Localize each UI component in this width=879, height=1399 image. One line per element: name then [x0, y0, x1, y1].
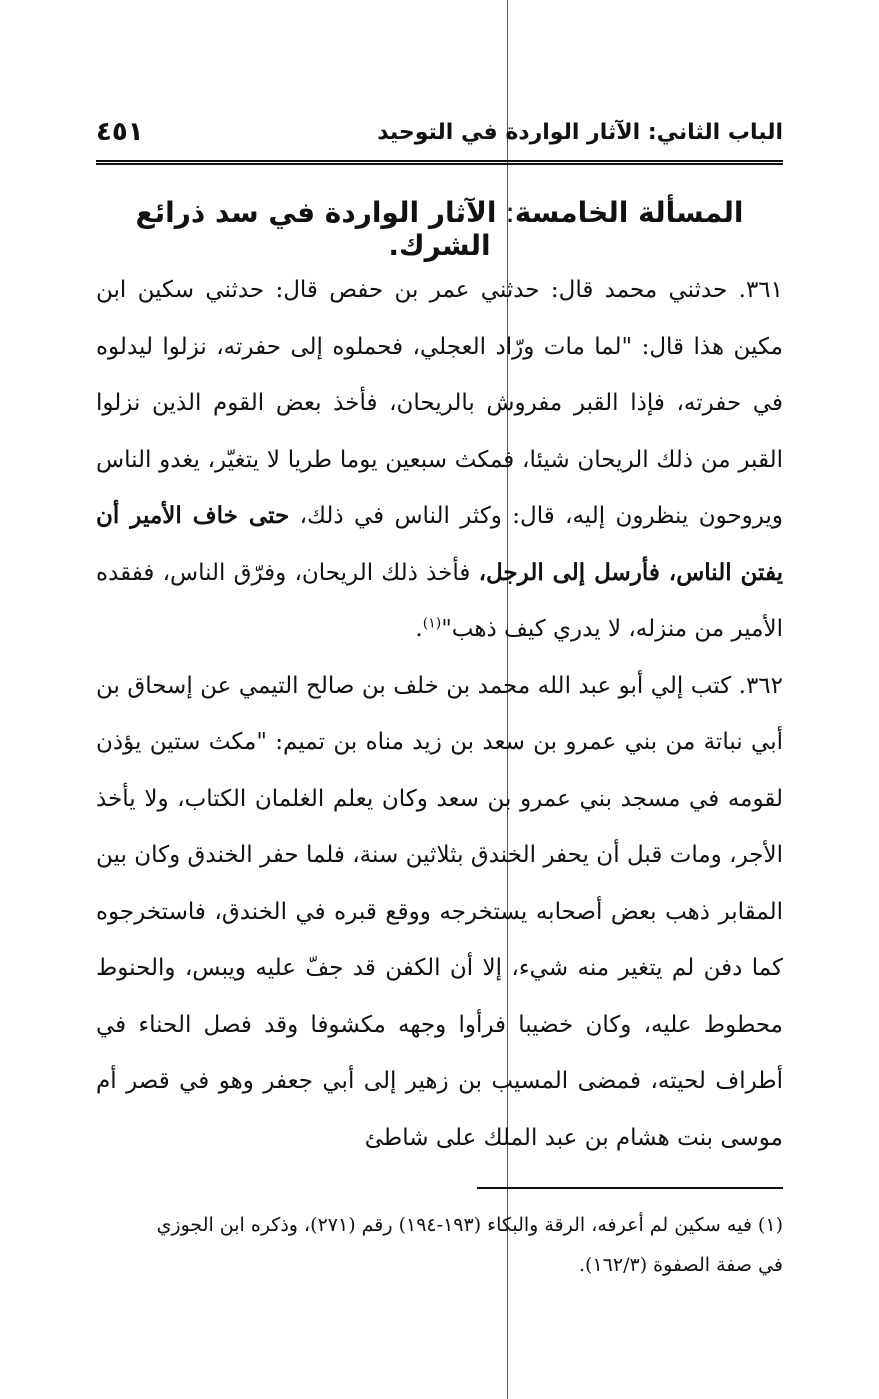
- section-subject: الآثار الواردة في سد ذرائع الشرك.: [135, 196, 497, 262]
- page-number: ٤٥١: [96, 117, 144, 147]
- footnotes: [96, 1205, 783, 1285]
- section-heading: [96, 196, 783, 262]
- section-colon: :: [496, 196, 515, 229]
- footnote-ref-1[interactable]: (١): [422, 615, 442, 632]
- footnote-1-line-1: (١) فيه سكين لم أعرفه، الرقة والبكاء (١٩٣-١٩٤) رقم (٢٧١)، وذكره ابن الجوزي: [156, 1214, 783, 1236]
- narration-361: [96, 262, 783, 658]
- narration-361-period: .: [415, 616, 423, 642]
- narration-361-bold: حتى خاف الأمير أن يفتن الناس، فأرسل إلى الرجل،: [96, 502, 783, 586]
- footnote-rule: [477, 1187, 783, 1189]
- section-label: المسألة الخامسة: [514, 196, 744, 229]
- header-rule: [96, 160, 783, 167]
- running-header: [96, 110, 783, 154]
- narration-362: ٣٦٢. كتب إلي أبو عبد الله محمد بن خلف بن صالح التيمي عن إسحاق بن أبي نباتة من بني عمرو بن سعد بن زيد مناه بن تميم: "مكث ستين يؤذن لقومه في مسجد بني عمرو بن سعد وكان يعلم الغلمان الكتاب، ولا يأخذ الأجر، ومات قبل أن يحفر الخندق بثلاثين سنة، فلما حفر الخندق وكان بين المقابر ذهب بعض أصحابه يستخرجه ووقع قبره في الخندق، فاستخرجوه كما دفن لم يتغير منه شيء، إلا أن الكفن قد جفّ عليه ويبس، والحنوط محطوط عليه، وكان خضيبا فرأوا وجهه مكشوفا وقد فصل الحناء في أطراف لحيته، فمضى المسيب بن زهير إلى أبي جعفر وهو في قصر أم موسى بنت هشام بن عبد الملك على شاطئ: [96, 672, 783, 1151]
- chapter-title: الباب الثاني: الآثار الواردة في التوحيد: [377, 119, 783, 145]
- body-text: [96, 262, 783, 1166]
- narration-361-text-end: فأخذ ذلك الريحان، وفرّق الناس، ففقده الأمير من منزله، لا يدري كيف ذهب": [96, 559, 783, 642]
- footnote-1-line-2: في صفة الصفوة (١٦٢/٣).: [579, 1254, 783, 1276]
- narration-361-text: ٣٦١. حدثني محمد قال: حدثني عمر بن حفص قال: حدثني سكين ابن مكين هذا قال: "لما مات ورّاد العجلي، فحملوه إلى حفرته، نزلوا ليدلوه في حفرته، فإذا القبر مفروش بالريحان، فأخذ بعض القوم الذين نزلوا القبر من ذلك الريحان شيئا، فمكث سبعين يوما طريا لا يتغيّر، يغدو الناس ويروحون ينظرون إليه، قال: وكثر الناس في ذلك،: [96, 277, 783, 529]
